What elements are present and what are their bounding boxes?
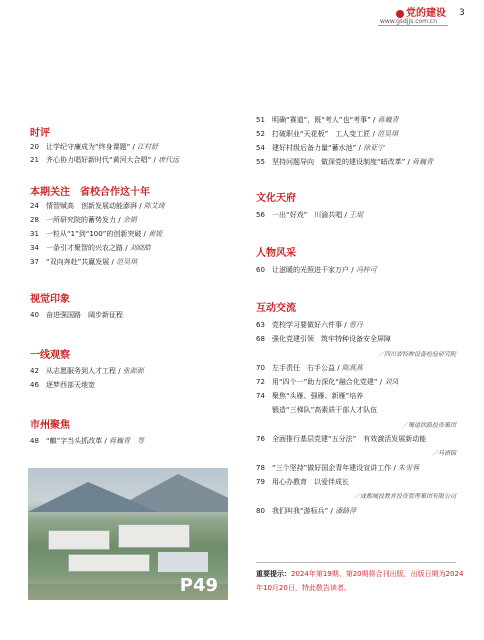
toc-entry[interactable]: 56 一出“好戏” 川渝共唱 / 王琨 bbox=[256, 211, 364, 219]
author-org: ／成都城投教育投资管理集团有限公司 bbox=[353, 493, 456, 500]
toc-entry[interactable]: 24 情智赋高 创新发展动能澎湃 / 陈艾琦 bbox=[30, 202, 165, 210]
author-org: ／四川省特种设备检验研究院 bbox=[377, 351, 456, 358]
section-title: 时评 bbox=[30, 128, 50, 139]
section-title: 一线观察 bbox=[30, 350, 70, 361]
toc-entry[interactable]: 76 全面推行基层党建“五分法” 有效激活发展新动能 bbox=[256, 435, 427, 443]
notice-text: 2024年第19期、第20期将合刊出版，出版日期为2024年10月20日，特此敬告读者。 bbox=[256, 570, 464, 592]
toc-entry[interactable]: 54 建好村级后备力量“蓄水池” / 徐亚宁 bbox=[256, 144, 385, 152]
toc-entry[interactable]: 74 聚焦“头雁、强雁、新雁”培养 bbox=[256, 392, 364, 400]
toc-entry[interactable]: 60 让滋暖的光照进千家万户 / 冯梓可 bbox=[256, 266, 377, 274]
toc-entry[interactable]: 48 “麒”字当头抓改革 / 蒋巍青 等 bbox=[30, 437, 145, 445]
mountain-shape bbox=[28, 482, 158, 512]
toc-entry[interactable]: 78 “三个坚持”做好国企青年建设宣讲工作 / 朱雪蓉 bbox=[256, 464, 420, 472]
notice-label: 重要提示： bbox=[256, 570, 291, 578]
header-divider bbox=[378, 25, 448, 26]
section-title: 本期关注 省校合作这十年 bbox=[30, 187, 150, 198]
toc-entry[interactable]: 52 打破职业“天花板” 工人变工匠 / 范昊琪 bbox=[256, 130, 399, 138]
toc-entry[interactable]: 21 齐心协力唱好新时代“黄河大合唱” / 唐代远 bbox=[30, 156, 180, 164]
building-shape bbox=[68, 554, 150, 572]
building-shape bbox=[158, 552, 208, 572]
toc-entry[interactable]: 34 一条引才聚智的兴农之路 / 刘晓皓 bbox=[30, 244, 151, 252]
author-org: ／马祺锦 bbox=[431, 450, 456, 457]
toc-entry[interactable]: 70 左手责任 右手公益 / 陈燕燕 bbox=[256, 364, 363, 372]
toc-entry[interactable]: 63 党校学习要做好六件事 / 曹丹 bbox=[256, 321, 363, 329]
toc-entry[interactable]: 68 强化党建引领 筑牢特种设备安全屏障 bbox=[256, 335, 391, 343]
toc-entry[interactable]: 31 一粒从“1”到“100”的创新突破 / 黄媛 bbox=[30, 230, 163, 238]
toc-entry[interactable]: 20 让学纪守廉成为“终身课题” / 江村舒 bbox=[30, 143, 159, 151]
website-url[interactable]: www.gsdjjs.com.cn bbox=[380, 18, 438, 25]
notice-divider bbox=[256, 562, 456, 563]
building-shape bbox=[48, 530, 110, 550]
toc-entry[interactable]: 55 坚持问题导向 做深党的建设制度“暗改革” / 蒋巍青 bbox=[256, 158, 434, 166]
photo-page-badge: P49 bbox=[179, 575, 218, 596]
logo-icon bbox=[396, 10, 404, 18]
section-title: 文化天府 bbox=[256, 193, 296, 204]
page-number: 3 bbox=[459, 8, 465, 18]
toc-entry[interactable]: 72 用“四个一”助力深化“融合化党建” / 刘凤 bbox=[256, 378, 399, 386]
toc-entry[interactable]: 80 我们叫我“游标兵” / 潘路萍 bbox=[256, 507, 357, 515]
toc-entry[interactable]: 37 “双向奔赴”共赢发展 / 范昊琪 bbox=[30, 258, 138, 266]
toc-entry[interactable]: 51 明确“赛道”，既“考人”也“考事” / 蒋巍青 bbox=[256, 116, 399, 124]
toc-entry[interactable]: 28 一所研究院的蓄势发力 / 余娟 bbox=[30, 216, 137, 224]
section-title: 市州聚焦 bbox=[30, 420, 70, 431]
toc-entry-continuation: 锻造“三梯队”高素质干部人才队伍 bbox=[272, 406, 378, 414]
toc-entry[interactable]: 40 奋进强国路 阔步新征程 bbox=[30, 311, 123, 319]
cover-photo-industrial-park[interactable] bbox=[28, 468, 228, 600]
magazine-logo: 党的建设 bbox=[396, 4, 446, 19]
toc-entry[interactable]: 79 用心办教育 以爱伴成长 bbox=[256, 478, 349, 486]
toc-entry[interactable]: 42 从志愿服务到人才工程 / 张源源 bbox=[30, 367, 144, 375]
section-title: 互动交流 bbox=[256, 303, 296, 314]
section-title: 人物风采 bbox=[256, 248, 296, 259]
section-title: 视觉印象 bbox=[30, 294, 70, 305]
important-notice bbox=[256, 567, 466, 595]
author-org: ／蜀道铁路投资集团 bbox=[401, 422, 456, 429]
building-shape bbox=[118, 524, 190, 548]
toc-entry[interactable]: 46 逐梦西部天地宽 bbox=[30, 381, 95, 389]
